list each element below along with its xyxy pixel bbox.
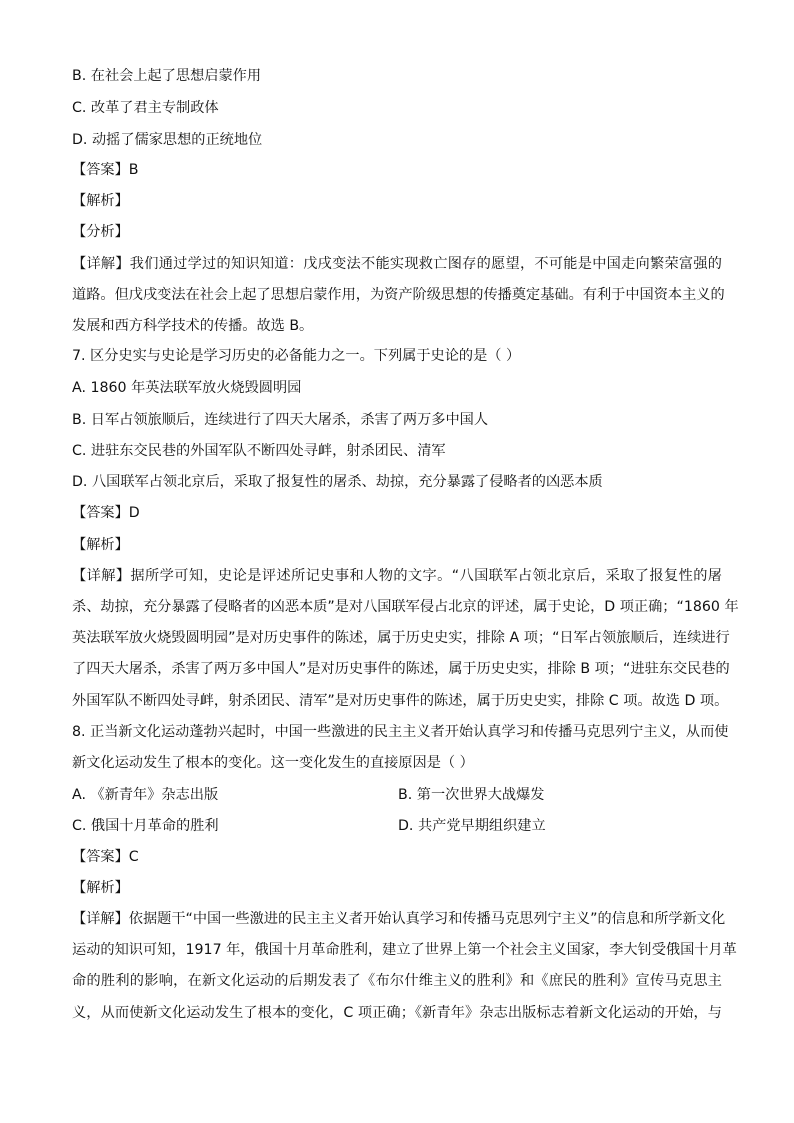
q8-answer: 【答案】C <box>72 849 139 865</box>
q8-detail-line-4: 义，从而使新文化运动发生了根本的变化，C 项正确；《新青年》杂志出版标志着新文化运动的开始，与 <box>72 1005 722 1021</box>
q8-analysis-label: 【解析】 <box>72 880 129 896</box>
q6-option-d: D. 动摇了儒家思想的正统地位 <box>72 132 263 148</box>
q7-detail-line-1: 【详解】据所学可知，史论是评述所记史事和人物的文字。“八国联军占领北京后，采取了报复性的屠 <box>72 568 722 584</box>
q6-option-b: B. 在社会上起了思想启蒙作用 <box>72 68 262 84</box>
q6-detail-line-1: 【详解】我们通过学过的知识知道：戊戌变法不能实现救亡图存的愿望，不可能是中国走向繁荣富强的 <box>72 256 722 272</box>
q6-detail-line-3: 发展和西方科学技术的传播。故选 B。 <box>72 318 314 334</box>
q6-detail-line-2: 道路。但戊戌变法在社会上起了思想启蒙作用，为资产阶级思想的传播奠定基础。有利于中国资本主义的 <box>72 287 725 303</box>
q7-option-a: A. 1860 年英法联军放火烧毁圆明园 <box>72 380 302 396</box>
q8-detail-line-3: 命的胜利的影响，在新文化运动的后期发表了《布尔什维主义的胜利》和《庶民的胜利》宣传马克思主 <box>72 973 722 989</box>
q7-detail-line-3: 英法联军放火烧毁圆明园”是对历史事件的陈述，属于历史史实，排除 A 项；“日军占领旅顺后，连续进行 <box>72 630 730 646</box>
q7-option-c: C. 进驻东交民巷的外国军队不断四处寻衅，射杀团民、清军 <box>72 443 446 459</box>
q6-answer: 【答案】B <box>72 162 139 178</box>
q8-detail-line-2: 运动的知识可知，1917 年，俄国十月革命胜利，建立了世界上第一个社会主义国家，李大钊受俄国十月革 <box>72 942 737 958</box>
q6-analysis-label: 【解析】 <box>72 193 129 209</box>
q7-stem: 7. 区分史实与史论是学习历史的必备能力之一。下列属于史论的是（ ） <box>72 348 521 364</box>
q7-detail-line-4: 了四天大屠杀，杀害了两万多中国人”是对历史事件的陈述，属于历史史实，排除 B 项；“进驻东交民巷的 <box>72 661 730 677</box>
q8-detail-line-1: 【详解】依据题干“中国一些激进的民主主义者开始认真学习和传播马克思列宁主义”的信息和所学新文化 <box>72 911 726 927</box>
q8-stem-line-1: 8. 正当新文化运动蓬勃兴起时，中国一些激进的民主主义者开始认真学习和传播马克思列宁主义，从而使 <box>72 724 729 740</box>
q7-option-d: D. 八国联军占领北京后，采取了报复性的屠杀、劫掠，充分暴露了侵略者的凶恶本质 <box>72 474 603 490</box>
q7-analysis-label: 【解析】 <box>72 537 129 553</box>
q7-option-b: B. 日军占领旅顺后，连续进行了四天大屠杀，杀害了两万多中国人 <box>72 412 489 428</box>
q8-option-d: D. 共产党早期组织建立 <box>398 818 546 834</box>
q8-option-c: C. 俄国十月革命的胜利 <box>72 818 219 834</box>
q8-stem-line-2: 新文化运动发生了根本的变化。这一变化发生的直接原因是（ ） <box>72 755 474 771</box>
q7-detail-line-5: 外国军队不断四处寻衅，射杀团民、清军”是对历史事件的陈述，属于历史史实，排除 C 项。故选 D 项。 <box>72 693 729 709</box>
q8-option-b: B. 第一次世界大战爆发 <box>398 787 545 803</box>
q8-option-a: A. 《新青年》杂志出版 <box>72 787 219 803</box>
q6-option-c: C. 改革了君主专制政体 <box>72 100 219 116</box>
q7-answer: 【答案】D <box>72 505 140 521</box>
q6-fenxi-label: 【分析】 <box>72 224 129 240</box>
q7-detail-line-2: 杀、劫掠，充分暴露了侵略者的凶恶本质”是对八国联军侵占北京的评述，属于史论，D 项正确；“1860 年 <box>72 599 739 615</box>
